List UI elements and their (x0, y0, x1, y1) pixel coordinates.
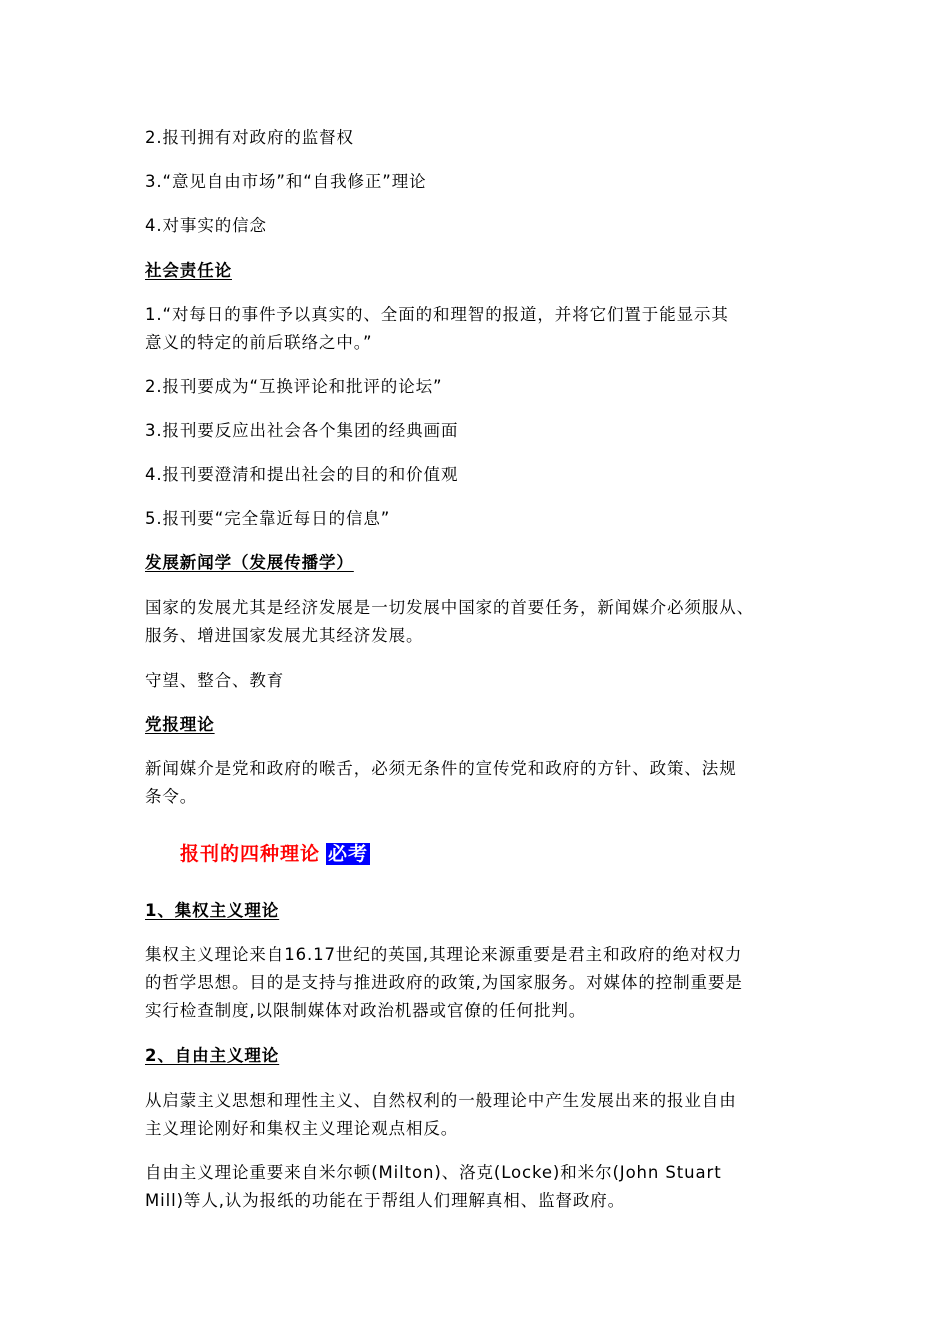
social-responsibility-item-4: 4.报刊要澄清和提出社会的目的和价值观 (145, 465, 459, 484)
libertarian-point-3: 3.“意见自由市场”和“自我修正”理论 (145, 172, 427, 191)
authoritarian-line-2: 的哲学思想。目的是支持与推进政府的政策,为国家服务。对媒体的控制重要是 (145, 973, 743, 992)
libertarian-para-1-line-1: 从启蒙主义思想和理性主义、自然权利的一般理论中产生发展出来的报业自由 (145, 1091, 737, 1110)
four-theories-title (180, 842, 370, 866)
party-press-para-line-1: 新闻媒介是党和政府的喉舌，必须无条件的宣传党和政府的方针、政策、法规 (145, 759, 737, 778)
development-functions: 守望、整合、教育 (145, 671, 285, 690)
four-theories-title-text: 报刊的四种理论 (180, 843, 321, 865)
social-responsibility-item-2: 2.报刊要成为“互换评论和批评的论坛” (145, 377, 443, 396)
authoritarian-line-1: 集权主义理论来自16.17世纪的英国,其理论来源重要是君主和政府的绝对权力 (145, 945, 743, 964)
social-responsibility-item-1-line-2: 意义的特定的前后联络之中。” (145, 333, 373, 352)
development-para-line-1: 国家的发展尤其是经济发展是一切发展中国家的首要任务，新闻媒介必须服从、 (145, 598, 754, 617)
social-responsibility-item-5: 5.报刊要“完全靠近每日的信息” (145, 509, 391, 528)
libertarian-para-1-line-2: 主义理论刚好和集权主义理论观点相反。 (145, 1119, 459, 1138)
libertarian-point-4: 4.对事实的信念 (145, 216, 267, 235)
must-test-badge: 必考 (328, 843, 369, 865)
social-responsibility-item-1-line-1: 1.“对每日的事件予以真实的、全面的和理智的报道，并将它们置于能显示其 (145, 305, 729, 324)
development-journalism-heading: 发展新闻学（发展传播学） (145, 553, 354, 572)
authoritarian-line-3: 实行检查制度,以限制媒体对政治机器或官僚的任何批判。 (145, 1001, 587, 1020)
social-responsibility-heading: 社会责任论 (145, 261, 232, 280)
libertarian-point-2: 2.报刊拥有对政府的监督权 (145, 128, 354, 147)
libertarian-para-2-line-1: 自由主义理论重要来自米尔顿(Milton)、洛克(Locke)和米尔(John Stuart (145, 1163, 722, 1182)
development-para-line-2: 服务、增进国家发展尤其经济发展。 (145, 626, 424, 645)
libertarian-heading: 2、自由主义理论 (145, 1046, 280, 1065)
party-press-heading: 党报理论 (145, 715, 215, 734)
party-press-para-line-2: 条令。 (145, 787, 198, 806)
libertarian-para-2-line-2: Mill)等人,认为报纸的功能在于帮组人们理解真相、监督政府。 (145, 1191, 626, 1210)
social-responsibility-item-3: 3.报刊要反应出社会各个集团的经典画面 (145, 421, 459, 440)
authoritarian-heading: 1、集权主义理论 (145, 901, 280, 920)
